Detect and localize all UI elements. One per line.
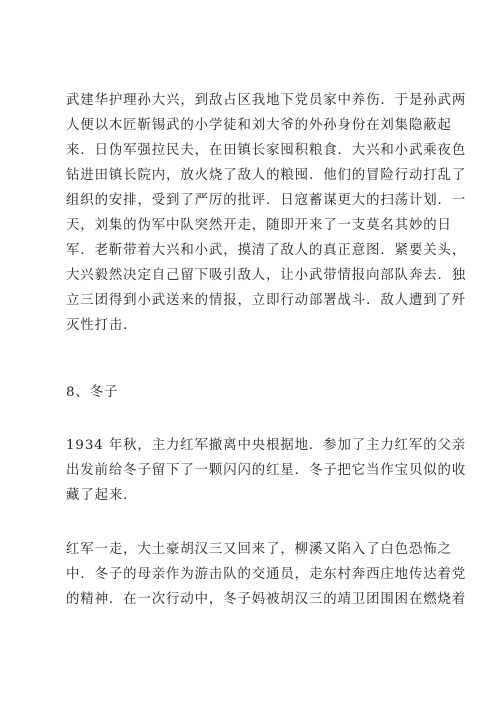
paragraph-dongzi-story [66, 537, 467, 612]
section-heading-text: 8、冬子 [66, 385, 119, 400]
text-line: 来．日伪军强拉民夫，在田镇长家囤积粮食．大兴和小武乘夜色 [66, 143, 467, 158]
text-line: 钻进田镇长院内，放火烧了敌人的粮囤．他们的冒险行动打乱了 [66, 168, 467, 183]
text-line: 中．冬子的母亲作为游击队的交通员，走东村奔西庄地传达着党 [66, 567, 467, 582]
text-line: 红军一走，大土豪胡汉三又回来了，柳溪又陷入了白色恐怖之 [66, 542, 452, 557]
text-line: 出发前给冬子留下了一颗闪闪的红星．冬子把它当作宝贝似的收 [66, 463, 467, 478]
text-line: 藏了起来． [66, 488, 138, 503]
text-line: 人便以木匠靳锡武的小学徒和刘大爷的外孙身份在刘集隐蔽起 [66, 118, 452, 133]
text-line: 灭性打击． [66, 318, 138, 333]
text-line: 1934 年秋，主力红军撤离中央根据地．参加了主力红军的父亲 [66, 438, 467, 453]
section-heading [66, 380, 438, 405]
text-line: 大兴毅然决定自己留下吸引敌人，让小武带情报向部队奔去．独 [66, 268, 467, 283]
text-line: 天，刘集的伪军中队突然开走，随即开来了一支莫名其妙的日 [66, 218, 452, 233]
text-line: 武建华护理孙大兴，到敌占区我地下党员家中养伤．于是孙武两 [66, 93, 467, 108]
text-line: 立三团得到小武送来的情报，立即行动部署战斗．敌人遭到了歼 [66, 293, 467, 308]
text-line: 军．老靳带着大兴和小武，摸清了敌人的真正意图．紧要关头， [66, 243, 467, 258]
text-line: 的精神．在一次行动中，冬子妈被胡汉三的靖卫团围困在燃烧着 [66, 592, 467, 607]
paragraph-sun-daxing [66, 88, 467, 338]
text-line: 组织的安排，受到了严厉的批评．日寇蓄谋更大的扫荡计划．一 [66, 193, 467, 208]
paragraph-dongzi-intro [66, 433, 467, 508]
